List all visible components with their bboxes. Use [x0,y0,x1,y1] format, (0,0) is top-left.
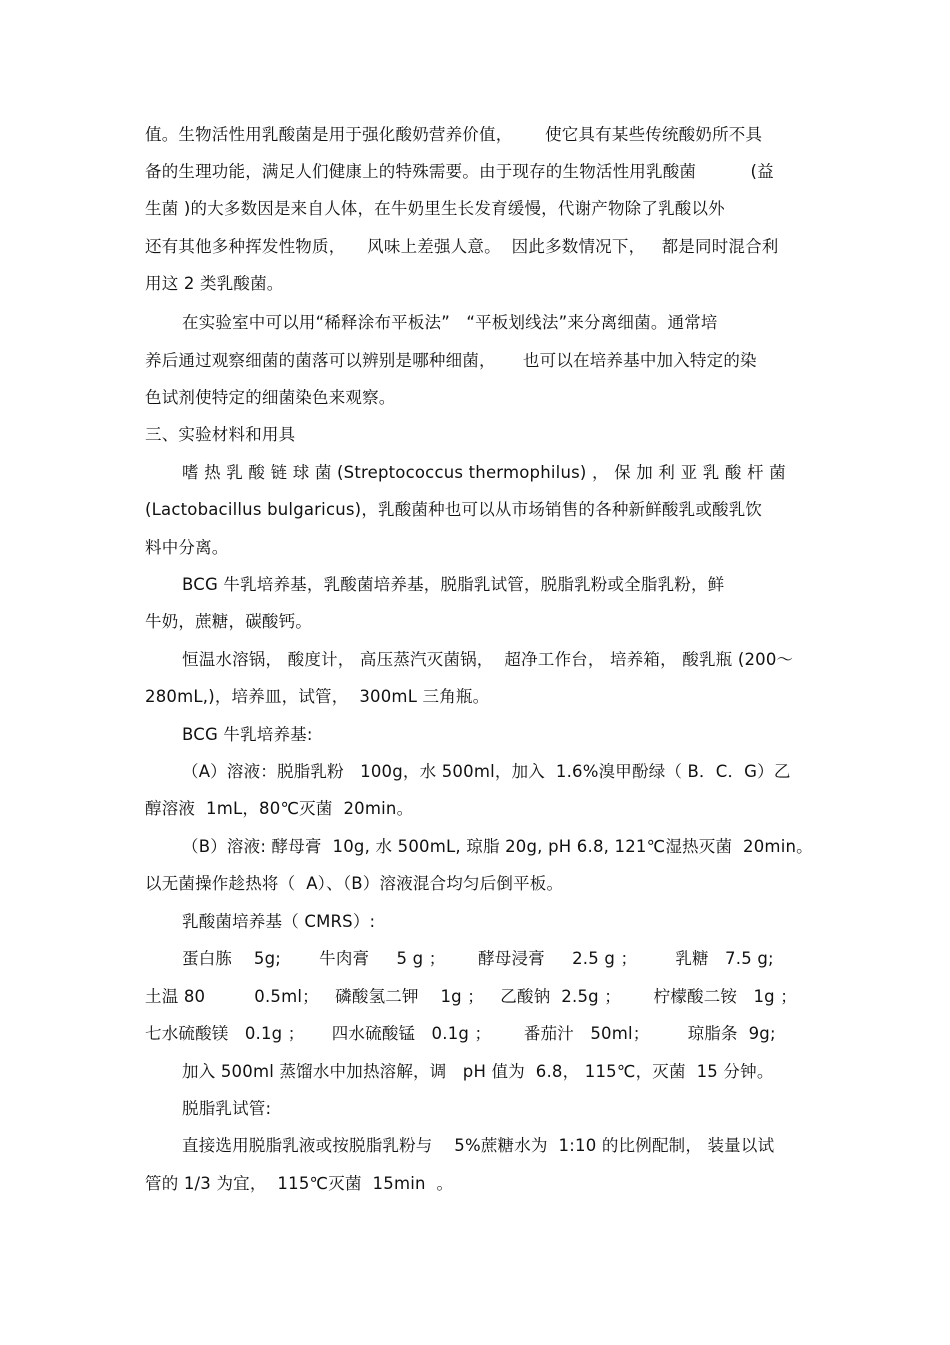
subheading: BCG 牛乳培养基: [182,725,313,744]
paragraph-line: 直接选用脱脂乳液或按脱脂乳粉与 5%蔗糖水为 1:10 的比例配制， 装量以试 [182,1136,775,1155]
paragraph-line: BCG 牛乳培养基，乳酸菌培养基，脱脂乳试管，脱脂乳粉或全脂乳粉，鲜 [182,575,725,594]
section-heading: 三、实验材料和用具 [145,425,296,444]
paragraph-line: 牛奶，蔗糖，碳酸钙。 [145,612,312,631]
ingredient-line: 七水硫酸镁 0.1g ； 四水硫酸锰 0.1g ； 番茄汁 50ml； 琼脂条 9g; [145,1024,776,1043]
paragraph-line: 值。生物活性用乳酸菌是用于强化酸奶营养价值， 使它具有某些传统酸奶所不具 [145,125,763,144]
paragraph-line: 还有其他多种挥发性物质， 风味上差强人意。 因此多数情况下， 都是同时混合利 [145,237,779,256]
paragraph-line: 以无菌操作趁热将（ A）、（B）溶液混合均匀后倒平板。 [145,874,564,893]
paragraph-line: 备的生理功能，满足人们健康上的特殊需要。由于现存的生物活性用乳酸菌 (益 [145,162,774,181]
paragraph-line: （A）溶液：脱脂乳粉 100g，水 500ml，加入 1.6%溴甲酚绿（ B．C．G）乙 [182,762,791,781]
paragraph-line: 醇溶液 1mL，80℃灭菌 20min。 [145,799,414,818]
paragraph-line: 用这 2 类乳酸菌。 [145,274,284,293]
paragraph-line: 在实验室中可以用“稀释涂布平板法” “平板划线法”来分离细菌。通常培 [182,313,718,332]
ingredient-line: 土温 80 0.5ml； 磷酸氢二钾 1g ； 乙酸钠 2.5g ； 柠檬酸二铵 1g ； [145,987,797,1006]
paragraph-line: 嗜 热 乳 酸 链 球 菌 (Streptococcus thermophilus) ， 保 加 利 亚 乳 酸 杆 菌 [182,463,786,482]
subheading: 脱脂乳试管: [182,1099,272,1118]
subheading: 乳酸菌培养基（ CMRS）: [182,912,376,931]
paragraph-line: 养后通过观察细菌的菌落可以辨别是哪种细菌， 也可以在培养基中加入特定的染 [145,351,757,370]
ingredient-line: 蛋白胨 5g; 牛肉膏 5 g ； 酵母浸膏 2.5 g ； 乳糖 7.5 g; [182,949,774,968]
paragraph-line: 生菌 )的大多数因是来自人体，在牛奶里生长发育缓慢，代谢产物除了乳酸以外 [145,199,725,218]
paragraph-line: （B）溶液: 酵母膏 10g, 水 500mL, 琼脂 20g, pH 6.8, 121℃湿热灭菌 20min。 [182,837,813,856]
paragraph-line: 管的 1/3 为宜， 115℃灭菌 15min 。 [145,1174,454,1193]
paragraph-line: 料中分离。 [145,538,229,557]
paragraph-line: 恒温水溶锅， 酸度计， 高压蒸汽灭菌锅， 超净工作台， 培养箱， 酸乳瓶 (200～ [182,650,794,669]
paragraph-line: 色试剂使特定的细菌染色来观察。 [145,388,396,407]
paragraph-line: 加入 500ml 蒸馏水中加热溶解，调 pH 值为 6.8， 115℃，灭菌 15 分钟。 [182,1062,774,1081]
paragraph-line: (Lactobacillus bulgaricus)，乳酸菌种也可以从市场销售的各种新鲜酸乳或酸乳饮 [145,500,763,519]
paragraph-line: 280mL,)，培养皿，试管， 300mL 三角瓶。 [145,687,490,706]
